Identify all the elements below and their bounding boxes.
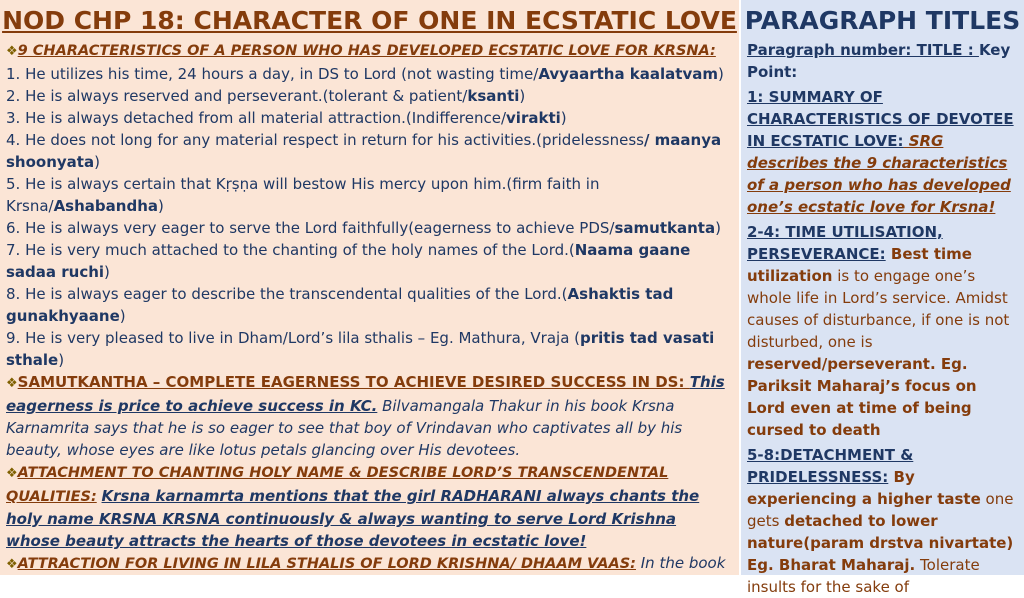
characteristic-sanskrit: ksanti [467, 87, 520, 105]
diamond-bullet-icon: ❖ [6, 557, 18, 572]
characteristic-item [6, 239, 731, 283]
paragraph-key: Paragraph number: TITLE : Key Point: [747, 41, 1011, 81]
diamond-bullet-icon: ❖ [6, 376, 18, 391]
characteristic-end: ) [519, 87, 526, 105]
characteristic-end: ) [158, 197, 164, 215]
characteristic-sanskrit: / maanya shoonyata [6, 131, 722, 171]
characteristic-item [6, 173, 731, 217]
characteristic-sanskrit: Ashabandha [53, 197, 158, 215]
characteristic-sanskrit: Avyaartha kaalatvam [538, 65, 718, 83]
characteristic-end: ) [119, 307, 126, 325]
characteristic-text: 4. He does not long for any material respect in return for his activities.(pridelessness [6, 131, 644, 149]
paragraph-2-4: 2-4: TIME UTILISATION, PERSEVERANCE: Best time utilization is to engage one’s whole life in Lord’s service. Amidst causes of disturbance, if one is not disturbed, one is reserved/perseverant. Eg. Pariksit Maharaj’s focus on Lord even at time of being cursed to death [747, 223, 1010, 439]
characteristic-end: ) [58, 351, 65, 369]
characteristic-end: ) [715, 219, 721, 237]
diamond-bullet-icon: ❖ [6, 466, 18, 481]
characteristic-sanskrit: virakti [506, 109, 561, 127]
right-body [741, 35, 1024, 598]
characteristic-text: 3. He is always detached from all material attraction.(Indifference/ [6, 109, 507, 127]
attachment-paragraph: ❖ATTACHMENT TO CHANTING HOLY NAME & DESCRIBE LORD’S TRANSCENDENTAL QUALITIES: Krsna karnamrta mentions that the girl RADHARANI always chants the holy name KRSNA KRSNA continuously & always wanting to serve Lord Krishna whose beauty attracts the hearts of those devotees in ecstatic love! [6, 465, 700, 550]
diamond-bullet-icon: ❖ [6, 44, 18, 59]
left-title: NOD CHP 18: CHARACTER OF ONE IN ECSTATIC LOVE [2, 6, 737, 35]
characteristic-sanskrit: Ashaktis tad gunakhyaane [6, 285, 674, 325]
characteristic-item [6, 63, 731, 85]
attraction-paragraph: ❖ATTRACTION FOR LIVING IN LILA STHALIS OF LORD KRISHNA/ DHAAM VAAS: In the book [6, 554, 726, 572]
paragraph-1: 1: SUMMARY OF CHARACTERISTICS OF DEVOTEE IN ECSTATIC LOVE: SRG describes the 9 characteristics of a person who has developed one’s ecstatic love for Krsna! [747, 88, 1014, 216]
characteristic-text: 1. He utilizes his time, 24 hours a day, in DS to Lord (not wasting time/ [6, 65, 539, 83]
samutkantha-paragraph: ❖SAMUTKANTHA – COMPLETE EAGERNESS TO ACHIEVE DESIRED SUCCESS IN DS: This eagerness is price to achieve success in KC. Bilvamangala Thakur in his book Krsna Karnamrita says that he is so eager to see that boy of Vrindavan who captivates all by his beauty, whose eyes are like lotus petals glancing over His devotees. [6, 373, 725, 459]
characteristic-item [6, 107, 731, 129]
heading-characteristics: ❖9 CHARACTERISTICS OF A PERSON WHO HAS DEVELOPED ECSTATIC LOVE FOR KRSNA: [6, 43, 716, 59]
characteristic-item [6, 217, 731, 239]
right-title: PARAGRAPH TITLES [744, 6, 1021, 35]
characteristics-list [6, 63, 731, 371]
characteristic-sanskrit: Naama gaane sadaa ruchi [6, 241, 691, 281]
left-body [0, 35, 739, 576]
characteristic-text: 9. He is very pleased to live in Dham/Lord’s lila sthalis – Eg. Mathura, Vraja ( [6, 329, 581, 347]
characteristic-text: 8. He is always eager to describe the transcendental qualities of the Lord.( [6, 285, 568, 303]
characteristic-text: 7. He is very much attached to the chanting of the holy names of the Lord.( [6, 241, 575, 259]
characteristic-text: 6. He is always very eager to serve the Lord faithfully(eagerness to achieve PDS/ [6, 219, 615, 237]
right-panel [741, 0, 1024, 596]
characteristic-end: ) [717, 65, 724, 83]
characteristic-text: 5. He is always certain that Kṛṣṇa will bestow His mercy upon him.(firm faith in Krsna/ [6, 175, 600, 215]
paragraph-5-8: 5-8:DETACHMENT & PRIDELESSNESS: By experiencing a higher taste one gets detached to lower nature(param drstva nivartate) Eg. Bharat Maharaj. Tolerate insults for the sake of [747, 446, 1014, 596]
characteristic-end: ) [104, 263, 110, 281]
characteristic-end: ) [560, 109, 567, 127]
characteristic-sanskrit: pritis tad vasati sthale [6, 329, 715, 369]
characteristic-item [6, 129, 731, 173]
characteristic-end: ) [94, 153, 100, 171]
characteristic-item [6, 283, 731, 327]
characteristic-item [6, 327, 731, 371]
characteristic-text: 2. He is always reserved and perseverant.(tolerant & patient/ [6, 87, 468, 105]
characteristic-sanskrit: samutkanta [614, 219, 716, 237]
characteristic-item [6, 85, 731, 107]
